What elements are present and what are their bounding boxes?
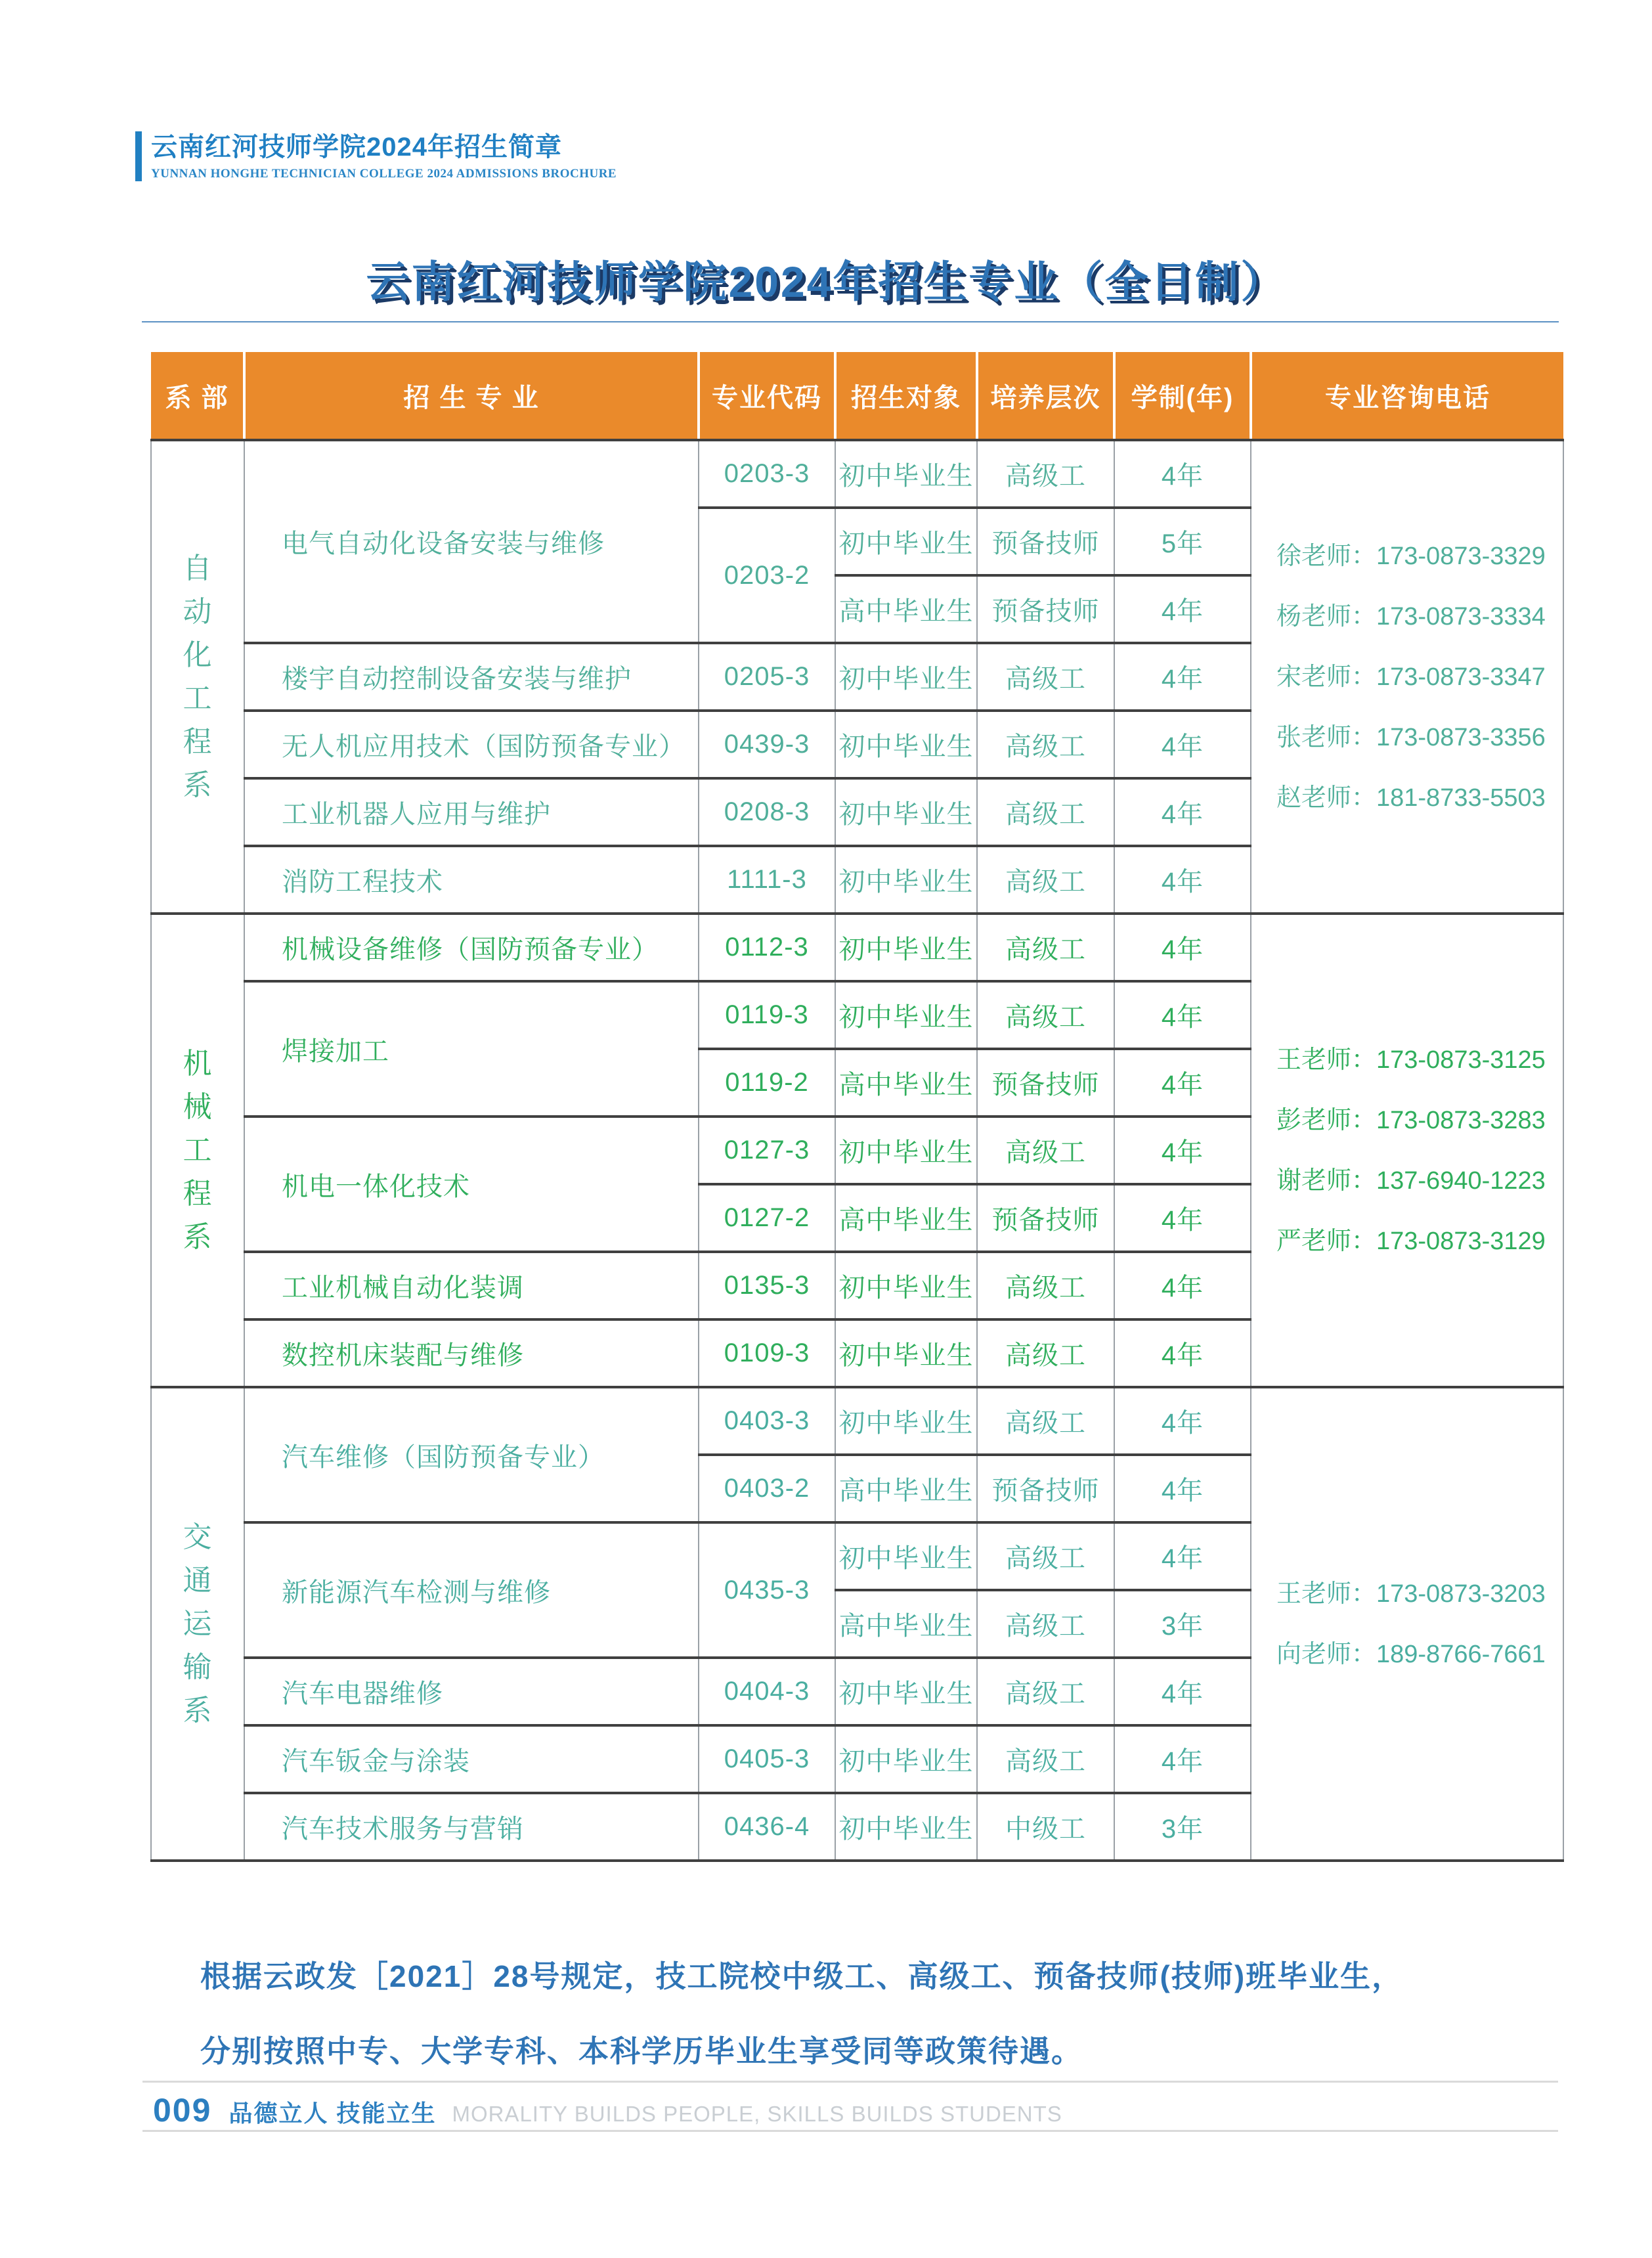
brand-subtitle: YUNNAN HONGHE TECHNICIAN COLLEGE 2024 ADMISSIONS BROCHURE: [151, 167, 617, 181]
level-cell: 高级工: [977, 1590, 1114, 1658]
level-cell: 高级工: [977, 981, 1114, 1049]
duration-cell: 4年: [1114, 711, 1251, 778]
audience-cell: 初中毕业生: [835, 981, 977, 1049]
major-cell: 无人机应用技术（国防预备专业）: [244, 711, 699, 778]
phone-line: 徐老师：173-0873-3329: [1276, 542, 1546, 570]
major-cell: 机械设备维修（国防预备专业）: [244, 914, 699, 981]
brand-accent-bar: [135, 131, 142, 181]
code-cell: 0135-3: [699, 1252, 835, 1319]
duration-cell: 5年: [1114, 508, 1251, 575]
audience-cell: 初中毕业生: [835, 914, 977, 981]
level-cell: 预备技师: [977, 1184, 1114, 1252]
policy-note-line: 分别按照中专、大学专科、本科学历毕业生享受同等政策待遇。: [200, 2034, 1083, 2068]
audience-cell: 初中毕业生: [835, 778, 977, 846]
duration-cell: 4年: [1114, 1252, 1251, 1319]
col-header-years: 学制(年): [1114, 352, 1251, 440]
code-cell: 0203-3: [699, 440, 835, 508]
col-header-phone: 专业咨询电话: [1251, 352, 1563, 440]
major-cell: 汽车钣金与涂装: [244, 1725, 699, 1793]
duration-cell: 4年: [1114, 1725, 1251, 1793]
col-header-audience: 招生对象: [835, 352, 977, 440]
duration-cell: 4年: [1114, 1184, 1251, 1252]
major-cell: 楼宇自动控制设备安装与维护: [244, 643, 699, 711]
level-cell: 高级工: [977, 1117, 1114, 1184]
brand-title: 云南红河技师学院2024年招生简章: [151, 133, 562, 162]
code-cell: 0435-3: [699, 1522, 835, 1658]
policy-note-line: 根据云政发［2021］28号规定，技工院校中级工、高级工、预备技师(技师)班毕业生，: [200, 1959, 1404, 1993]
code-cell: 0404-3: [699, 1658, 835, 1725]
code-cell: 0205-3: [699, 643, 835, 711]
duration-cell: 3年: [1114, 1793, 1251, 1861]
brand-header: [135, 131, 617, 181]
audience-cell: 初中毕业生: [835, 643, 977, 711]
level-cell: 高级工: [977, 440, 1114, 508]
phone-line: 谢老师：137-6940-1223: [1276, 1166, 1546, 1195]
level-cell: 高级工: [977, 711, 1114, 778]
phone-line: 严老师：173-0873-3129: [1276, 1227, 1546, 1255]
duration-cell: 4年: [1114, 575, 1251, 643]
page-title: 云南红河技师学院2024年招生专业（全日制）: [366, 257, 1286, 306]
duration-cell: 4年: [1114, 1658, 1251, 1725]
code-cell: 0403-2: [699, 1455, 835, 1522]
level-cell: 高级工: [977, 914, 1114, 981]
duration-cell: 4年: [1114, 440, 1251, 508]
level-cell: 预备技师: [977, 575, 1114, 643]
major-cell: 工业机械自动化装调: [244, 1252, 699, 1319]
audience-cell: 初中毕业生: [835, 1117, 977, 1184]
policy-note: [200, 1939, 1487, 2089]
duration-cell: 4年: [1114, 846, 1251, 914]
code-cell: 0439-3: [699, 711, 835, 778]
level-cell: 中级工: [977, 1793, 1114, 1861]
audience-cell: 初中毕业生: [835, 846, 977, 914]
table-header-row: [151, 352, 1563, 440]
footer-slogan-en: MORALITY BUILDS PEOPLE, SKILLS BUILDS STUDENTS: [452, 2102, 1062, 2126]
major-cell: 消防工程技术: [244, 846, 699, 914]
major-cell: 汽车电器维修: [244, 1658, 699, 1725]
level-cell: 高级工: [977, 1319, 1114, 1387]
level-cell: 高级工: [977, 1725, 1114, 1793]
page-number: 009: [153, 2092, 212, 2129]
duration-cell: 4年: [1114, 1455, 1251, 1522]
phone-line: 杨老师：173-0873-3334: [1276, 602, 1546, 631]
table-row: [151, 1387, 1563, 1455]
audience-cell: 高中毕业生: [835, 1590, 977, 1658]
audience-cell: 初中毕业生: [835, 1387, 977, 1455]
code-cell: 0436-4: [699, 1793, 835, 1861]
duration-cell: 4年: [1114, 1319, 1251, 1387]
phone-cell: [1251, 440, 1563, 914]
phone-cell: [1251, 914, 1563, 1387]
code-cell: 0208-3: [699, 778, 835, 846]
code-cell: 1111-3: [699, 846, 835, 914]
admissions-table-wrapper: [150, 352, 1564, 1862]
code-cell: 0112-3: [699, 914, 835, 981]
admissions-table: [150, 352, 1564, 1862]
code-cell: 0403-3: [699, 1387, 835, 1455]
duration-cell: 4年: [1114, 1387, 1251, 1455]
col-header-level: 培养层次: [977, 352, 1114, 440]
audience-cell: 高中毕业生: [835, 575, 977, 643]
duration-cell: 4年: [1114, 643, 1251, 711]
duration-cell: 4年: [1114, 778, 1251, 846]
phone-line: 彭老师：173-0873-3283: [1276, 1106, 1546, 1134]
code-cell: 0127-3: [699, 1117, 835, 1184]
phone-line: 向老师：189-8766-7661: [1276, 1640, 1546, 1668]
major-cell: 汽车维修（国防预备专业）: [244, 1387, 699, 1522]
col-header-department: 系 部: [151, 352, 244, 440]
duration-cell: 4年: [1114, 914, 1251, 981]
code-cell: 0109-3: [699, 1319, 835, 1387]
audience-cell: 初中毕业生: [835, 508, 977, 575]
audience-cell: 高中毕业生: [835, 1049, 977, 1117]
audience-cell: 初中毕业生: [835, 1319, 977, 1387]
code-cell: 0127-2: [699, 1184, 835, 1252]
level-cell: 高级工: [977, 1522, 1114, 1590]
dept-label: 机械工程系: [183, 1047, 213, 1253]
phone-cell: [1251, 1387, 1563, 1861]
level-cell: 预备技师: [977, 508, 1114, 575]
footer-divider-top: [142, 2081, 1558, 2083]
title-underline: [142, 321, 1559, 322]
footer-slogan-cn: 品德立人 技能立生: [228, 2100, 437, 2127]
major-cell: 机电一体化技术: [244, 1117, 699, 1252]
phone-line: 王老师：173-0873-3203: [1276, 1580, 1546, 1608]
table-row: [151, 440, 1563, 508]
level-cell: 高级工: [977, 778, 1114, 846]
phone-line: 宋老师：173-0873-3347: [1276, 663, 1546, 691]
brand-text-block: [151, 131, 617, 181]
phone-line: 王老师：173-0873-3125: [1276, 1046, 1546, 1074]
col-header-major: 招 生 专 业: [244, 352, 699, 440]
duration-cell: 4年: [1114, 981, 1251, 1049]
audience-cell: 初中毕业生: [835, 711, 977, 778]
dept-cell: [151, 1387, 244, 1861]
major-cell: 电气自动化设备安装与维修: [244, 440, 699, 643]
audience-cell: 初中毕业生: [835, 440, 977, 508]
table-row: [151, 914, 1563, 981]
audience-cell: 初中毕业生: [835, 1658, 977, 1725]
code-cell: 0203-2: [699, 508, 835, 643]
major-cell: 数控机床装配与维修: [244, 1319, 699, 1387]
major-cell: 工业机器人应用与维护: [244, 778, 699, 846]
code-cell: 0119-2: [699, 1049, 835, 1117]
major-cell: 汽车技术服务与营销: [244, 1793, 699, 1861]
dept-cell: [151, 914, 244, 1387]
page-footer: [153, 2091, 1062, 2129]
audience-cell: 初中毕业生: [835, 1725, 977, 1793]
col-header-code: 专业代码: [699, 352, 835, 440]
level-cell: 高级工: [977, 1252, 1114, 1319]
level-cell: 预备技师: [977, 1455, 1114, 1522]
major-cell: 焊接加工: [244, 981, 699, 1117]
level-cell: 高级工: [977, 846, 1114, 914]
phone-line: 张老师：173-0873-3356: [1276, 723, 1546, 751]
code-cell: 0405-3: [699, 1725, 835, 1793]
major-cell: 新能源汽车检测与维修: [244, 1522, 699, 1658]
audience-cell: 高中毕业生: [835, 1184, 977, 1252]
level-cell: 预备技师: [977, 1049, 1114, 1117]
audience-cell: 初中毕业生: [835, 1793, 977, 1861]
audience-cell: 初中毕业生: [835, 1252, 977, 1319]
code-cell: 0119-3: [699, 981, 835, 1049]
level-cell: 高级工: [977, 643, 1114, 711]
duration-cell: 4年: [1114, 1117, 1251, 1184]
footer-divider-bottom: [142, 2130, 1558, 2132]
audience-cell: 初中毕业生: [835, 1522, 977, 1590]
phone-line: 赵老师：181-8733-5503: [1276, 784, 1546, 812]
audience-cell: 高中毕业生: [835, 1455, 977, 1522]
duration-cell: 3年: [1114, 1590, 1251, 1658]
level-cell: 高级工: [977, 1658, 1114, 1725]
dept-label: 交通运输系: [183, 1520, 213, 1727]
duration-cell: 4年: [1114, 1522, 1251, 1590]
level-cell: 高级工: [977, 1387, 1114, 1455]
dept-cell: [151, 440, 244, 914]
duration-cell: 4年: [1114, 1049, 1251, 1117]
dept-label: 自动化工程系: [183, 552, 213, 801]
